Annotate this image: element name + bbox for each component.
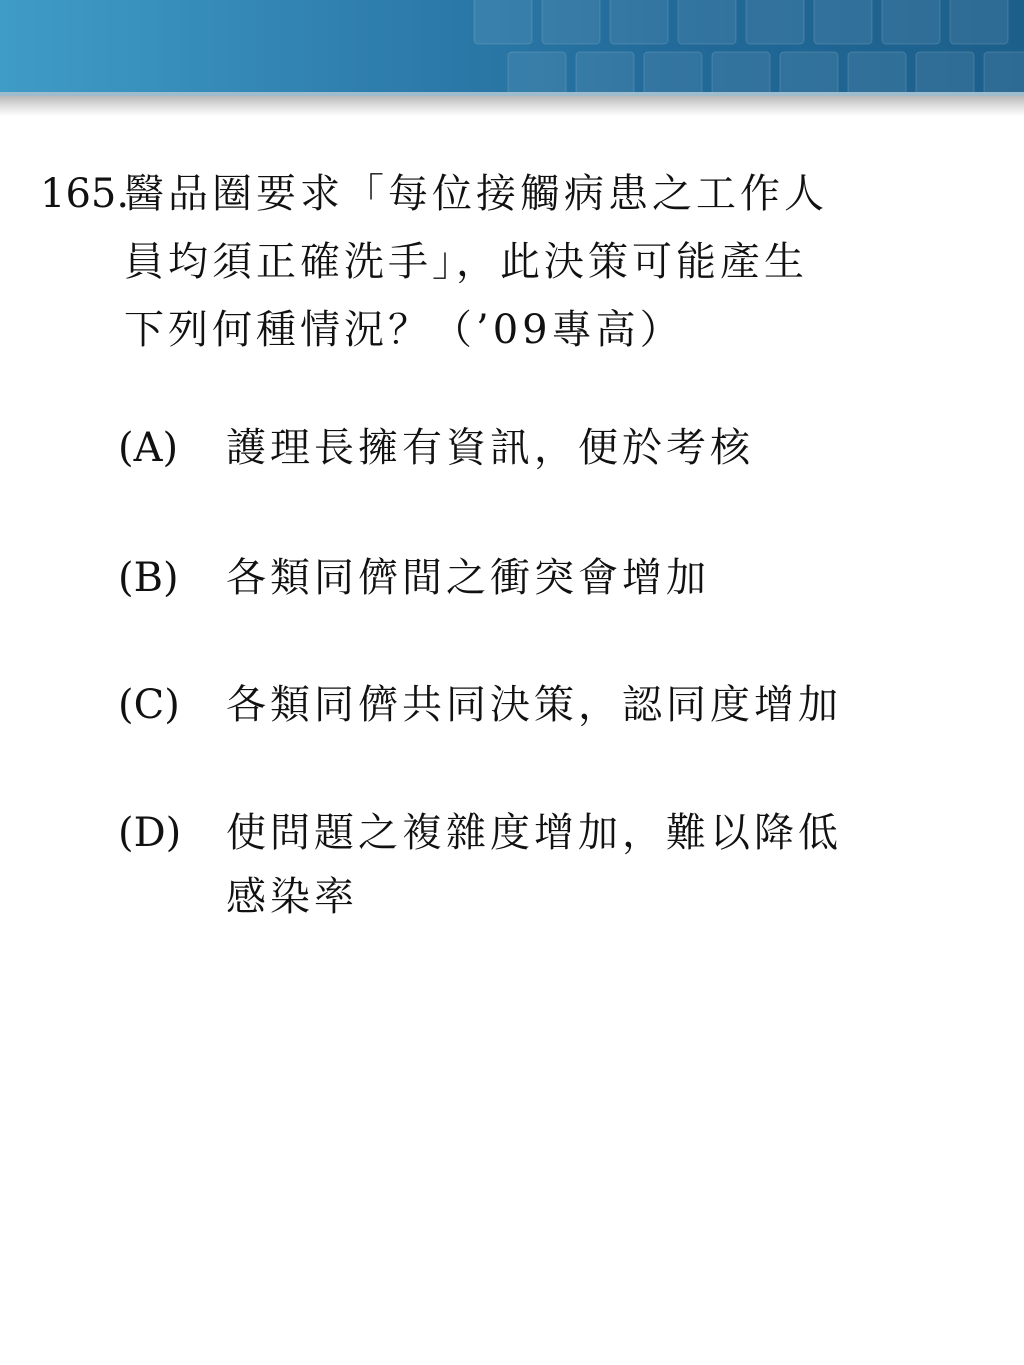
option-text: 各類同儕間之衝突會增加 <box>226 555 710 601</box>
header-banner <box>0 0 1024 92</box>
option-d <box>118 801 966 929</box>
question-text: 醫品圈要求「每位接觸病患之工作人 員均須正確洗手」，此決策可能產生 下列何種情況？（’09專高） <box>124 171 828 353</box>
option-label: (B) <box>118 555 179 601</box>
option-a <box>118 416 966 480</box>
question-row <box>40 160 980 364</box>
option-text: 各類同儕共同決策，認同度增加 <box>226 682 842 728</box>
option-text: 使問題之複雜度增加，難以降低 感染率 <box>226 810 842 920</box>
option-label: (A) <box>118 425 179 471</box>
option-label: (C) <box>118 682 180 728</box>
question-number: 165. <box>40 171 130 217</box>
option-b <box>118 546 966 610</box>
option-text: 護理長擁有資訊，便於考核 <box>226 425 754 471</box>
option-c <box>118 673 966 737</box>
header-grid-pattern <box>404 0 1024 92</box>
question-block <box>40 160 980 364</box>
option-label: (D) <box>118 810 182 856</box>
header-shadow <box>0 96 1024 116</box>
